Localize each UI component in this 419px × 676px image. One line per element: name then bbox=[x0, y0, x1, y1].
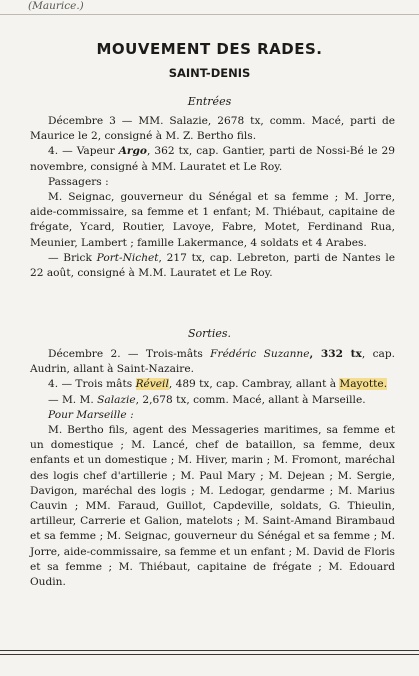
entry-text: , 362 tx, cap. Gantier, parti de Nossi-Bé le 29 novembre, consigné à MM. Lauratet et Le Roy. bbox=[30, 145, 395, 173]
entry-lead: Décembre 2. — Trois-mâts bbox=[48, 348, 211, 360]
entry-text: , 217 tx, cap. Lebreton, parti de Nantes le 22 août, consigné à M.M. Lauratet et Le Roy. bbox=[30, 251, 396, 280]
entry-text: , 489 tx, cap. Cambray, allant à bbox=[168, 378, 340, 391]
entry-salazie bbox=[30, 114, 395, 144]
tonnage: , 332 tx bbox=[309, 348, 362, 360]
page-title: MOUVEMENT DES RADES. bbox=[96, 40, 323, 58]
entry-text: , 2,678 tx, comm. Macé, allant à Marseille. bbox=[135, 393, 366, 406]
entry-lead: — M. M. bbox=[48, 393, 98, 406]
entry-text: , cap. Audrin, allant à Saint-Nazaire. bbox=[30, 348, 395, 376]
destination-highlight: Mayotte. bbox=[339, 378, 388, 391]
ship-name: Frédéric Suzanne bbox=[210, 348, 310, 360]
entry-lead: 4. — Trois mâts bbox=[48, 378, 136, 391]
ship-name: Salazie bbox=[97, 393, 136, 406]
place-heading: SAINT-DENIS bbox=[168, 66, 251, 80]
entry-date: Décembre 3 bbox=[48, 115, 116, 127]
departure-salazie bbox=[30, 393, 395, 408]
passagers-list: M. Seignac, gouverneur du Sénégal et sa femme ; M. Jorre, aide-commissaire, sa femme et 1 enfant; M. Thiébaut, capitaine de frégate, Ycard, Routier, Lavoye, Fabre, Motet, Ferdinand Rua, Meunier, Lambert ; famille Lakermance, 4 soldats et 4 Arabes. bbox=[30, 191, 395, 249]
entrees-block bbox=[30, 114, 395, 281]
departure-reveil bbox=[30, 377, 395, 392]
bottom-divider bbox=[0, 650, 419, 655]
sorties-block bbox=[30, 347, 395, 590]
section-sorties-heading: Sorties. bbox=[187, 327, 231, 340]
departure-frederic-suzanne bbox=[30, 347, 395, 377]
entry-lead: — Brick bbox=[48, 251, 97, 264]
entry-text: — MM. Salazie, 2678 tx, comm. Macé, parti de Maurice le 2, consigné à M. Z. Bertho fils. bbox=[30, 115, 396, 143]
ship-name: Port-Nichet bbox=[96, 251, 159, 264]
entry-argo bbox=[30, 144, 395, 174]
passagers-label: Passagers : bbox=[48, 175, 109, 188]
section-entrees-heading: Entrées bbox=[187, 95, 232, 108]
pour-marseille-list: M. Bertho fils, agent des Messageries maritimes, sa femme et un domestique ; M. Lancé, chef de bataillon, sa femme, deux enfants et un domestique ; M. Hiver, marin ; M. Fromont, maréchal des logis chef d'artillerie ; M. Paul Mary ; M. Dejean ; M. Sergie, Davigon, maréchal des logis ; M. Ledogar, gendarme ; M. Marius Cauvin ; MM. Faraud, Guillot, Capdeville, soldats, G. Thieulin, artilleur, Carrerie et Galion, matelots ; M. Saint-Amand Birambaud et sa femme ; M. Seignac, gouverneur du Sénégal et sa femme ; M. Jorre, aide-commissaire, sa femme et un enfant ; M. David de Floris et sa femme ; M. Thiébaut, capitaine de frégate ; M. Edouard Oudin. bbox=[30, 424, 395, 589]
ship-name-highlight: Réveil bbox=[135, 378, 169, 391]
top-fragment: (Maurice.) bbox=[28, 0, 84, 12]
entry-lead: 4. — Vapeur bbox=[48, 145, 119, 158]
pour-marseille-label: Pour Marseille : bbox=[48, 408, 134, 421]
ship-name: Argo bbox=[118, 145, 147, 158]
top-divider bbox=[0, 14, 419, 15]
entry-port-nichet bbox=[30, 251, 395, 281]
